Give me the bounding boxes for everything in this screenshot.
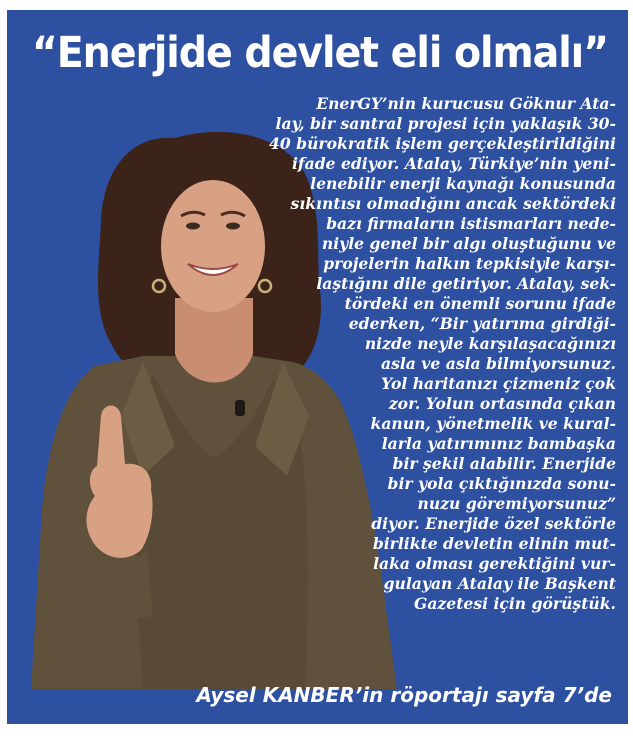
panel-bottom-rule: [7, 724, 628, 726]
article-panel: [7, 8, 628, 726]
article-line: diyor. Enerjide özel sektörle: [371, 514, 616, 533]
article-line: 40 bürokratik işlem gerçekleştirildiğini: [269, 134, 616, 153]
article-line: zor. Yolun ortasında çıkan: [388, 394, 616, 413]
article-line: sıkıntısı olmadığını ancak sektördeki: [290, 194, 616, 213]
article-line: kanun, yönetmelik ve kural-: [370, 414, 616, 433]
article-line: niyle genel bir algı oluştuğunu ve: [321, 234, 616, 253]
article-line: EnerGY’nin kurucusu Göknur Ata-: [316, 94, 616, 113]
article-line: asla ve asla bilmiyorsunuz.: [380, 354, 616, 373]
headline: “Enerjide devlet eli olmalı”: [31, 28, 609, 78]
article-line: bir yola çıktığınızda sonu-: [387, 474, 616, 493]
article-body: [224, 94, 616, 614]
article-line: ederken, “Bir yatırıma girdiği-: [348, 314, 616, 333]
article-line: nuzu göremiyorsunuz”: [417, 494, 616, 513]
article-line: bir şekil alabilir. Enerjide: [392, 454, 616, 473]
article-line: ifade ediyor. Atalay, Türkiye’nin yeni-: [291, 154, 616, 173]
article-line: Yol haritanızı çizmeniz çok: [381, 374, 616, 393]
article-line: tördeki en önemli sorunu ifade: [344, 294, 616, 313]
article-line: bazı firmaların istismarları nede-: [326, 214, 616, 233]
left-eye: [186, 223, 200, 230]
article-line: projelerin halkın tepkisiyle karşı-: [323, 254, 616, 273]
article-line: laka olması gerektiğini vur-: [373, 554, 616, 573]
article-line: larla yatırımınız bambaşka: [381, 434, 616, 453]
article-line: nizde neyle karşılaşacağınızı: [364, 334, 616, 353]
article-line: birlikte devletin elinin mut-: [372, 534, 616, 553]
article-line: Gazetesi için görüştük.: [414, 594, 616, 613]
article-line: lenebilir enerji kaynağı konusunda: [310, 174, 616, 193]
article-line: laştığını dile getiriyor. Atalay, sek-: [316, 274, 616, 293]
article-line: gulayan Atalay ile Başkent: [383, 574, 616, 593]
panel-top-rule: [7, 8, 628, 10]
interview-reference: Aysel KANBER’in röportajı sayfa 7’de: [196, 683, 612, 707]
article-line: lay, bir santral projesi için yaklaşık 30-: [275, 114, 616, 133]
